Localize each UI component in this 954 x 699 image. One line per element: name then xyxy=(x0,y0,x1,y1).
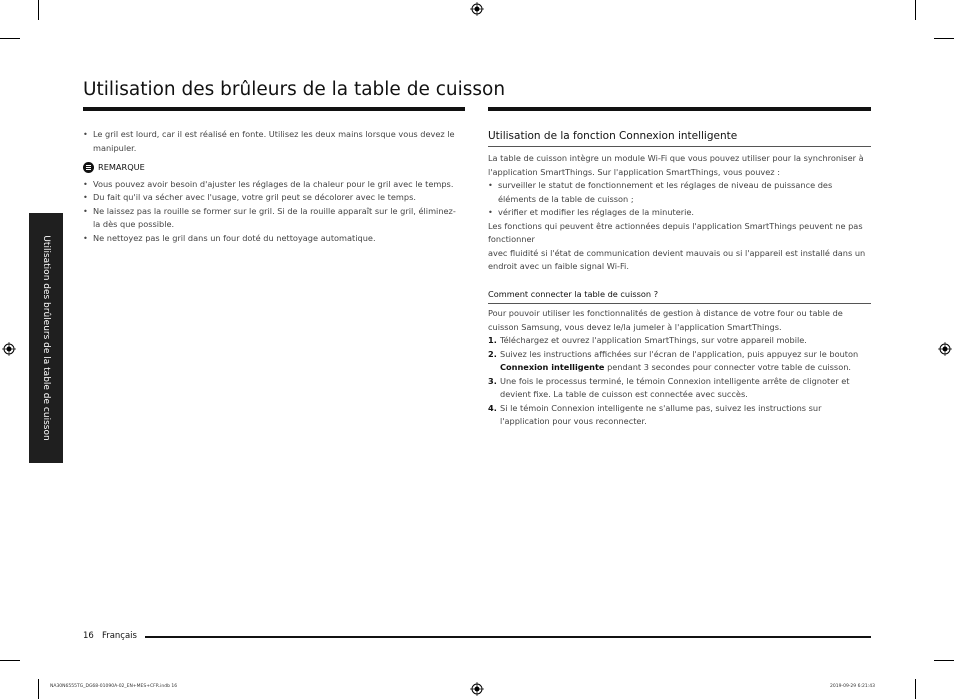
note-item: • Ne nettoyez pas le gril dans un four doté du nettoyage automatique. xyxy=(83,232,461,246)
footer-rule xyxy=(145,636,871,638)
step-number: 2. xyxy=(488,348,497,359)
intro-paragraph: La table de cuisson intègre un module Wi-Fi que vous pouvez utiliser pour la synchroniser à l'application SmartThings. Sur l'application SmartThings, vous pouvez : xyxy=(488,153,864,177)
note-icon xyxy=(83,162,94,173)
note-item: • Vous pouvez avoir besoin d'ajuster les réglages de la chaleur pour le gril avec le temps. xyxy=(83,178,461,192)
registration-mark-icon xyxy=(938,342,952,356)
intro-bullet: • Le gril est lourd, car il est réalisé en fonte. Utilisez les deux mains lorsque vous devez le manipuler. xyxy=(83,128,461,155)
step-text: Suivez les instructions affichées sur l'écran de l'application, puis appuyez sur le bouton xyxy=(500,348,859,359)
paragraph: avec fluidité si l'état de communication devient mauvais ou si l'appareil est installé dans un endroit avec un faible signal Wi-Fi. xyxy=(488,247,866,271)
note-label: REMARQUE xyxy=(98,162,145,172)
print-slug-file: NA30N6555TG_DG68-01090A-02_EN+MES+CFR.indb 16 xyxy=(50,684,178,689)
section-rule xyxy=(488,107,871,111)
step-item xyxy=(488,348,871,375)
paragraph: Les fonctions qui peuvent être actionnées depuis l'application SmartThings peuvent ne pas fonctionner xyxy=(488,220,863,244)
section-heading: Utilisation de la fonction Connexion intelligente xyxy=(488,130,738,142)
note-item: • Du fait qu'il va sécher avec l'usage, votre gril peut se décolorer avec le temps. xyxy=(83,191,461,205)
crop-mark xyxy=(915,0,916,20)
title-rule xyxy=(83,107,465,111)
paragraph: Pour pouvoir utiliser les fonctionnalités de gestion à distance de votre four ou table de cuisson Samsung, vous devez le/la jumeler à l'application SmartThings. xyxy=(488,308,843,332)
page-footer xyxy=(83,631,137,641)
note-item: • Ne laissez pas la rouille se former sur le gril. Si de la rouille apparaît sur le gril, éliminez-la dès que possible. xyxy=(83,205,461,232)
crop-mark xyxy=(38,0,39,20)
crop-mark xyxy=(38,679,39,699)
crop-mark xyxy=(0,38,20,39)
side-tab-label: Utilisation des brûleurs de la table de cuisson xyxy=(41,235,51,441)
step-text: pendant 3 secondes pour connecter votre table de cuisson. xyxy=(604,362,852,372)
crop-mark xyxy=(0,660,20,661)
crop-mark xyxy=(934,38,954,39)
crop-mark xyxy=(934,660,954,661)
subheading-rule xyxy=(488,303,871,304)
feature-bullet: • surveiller le statut de fonctionnement et les réglages de niveau de puissance des éléments de la table de cuisson ; xyxy=(488,179,871,206)
step-number: 4. xyxy=(488,402,497,413)
page-number: 16 xyxy=(83,631,94,641)
step-number: 1. xyxy=(488,335,497,345)
crop-mark xyxy=(915,679,916,699)
step-number: 3. xyxy=(488,375,497,386)
step-text: Téléchargez et ouvrez l'application SmartThings, sur votre appareil mobile. xyxy=(500,335,807,345)
button-name: Connexion intelligente xyxy=(500,362,605,372)
step-item xyxy=(488,402,871,429)
heading-rule xyxy=(488,146,871,147)
step-item xyxy=(488,375,871,402)
right-column xyxy=(488,152,871,429)
registration-mark-icon xyxy=(470,2,484,16)
language-label: Français xyxy=(101,631,137,641)
step-text: Si le témoin Connexion intelligente ne s'allume pas, suivez les instructions sur l'application pour vous reconnecter. xyxy=(500,402,822,426)
registration-mark-icon xyxy=(2,342,16,356)
subheading: Comment connecter la table de cuisson ? xyxy=(488,288,659,299)
feature-bullet: • vérifier et modifier les réglages de la minuterie. xyxy=(488,206,871,220)
print-slug-date: 2019-09-29 6:21:43 xyxy=(830,684,875,689)
step-text: Une fois le processus terminé, le témoin Connexion intelligente arrête de clignoter et devient fixe. La table de cuisson est connectée avec succès. xyxy=(500,375,850,399)
step-item xyxy=(488,334,871,348)
page-title: Utilisation des brûleurs de la table de cuisson xyxy=(83,79,506,100)
registration-mark-icon xyxy=(470,682,484,696)
note-header xyxy=(83,161,461,175)
left-column xyxy=(83,128,461,245)
